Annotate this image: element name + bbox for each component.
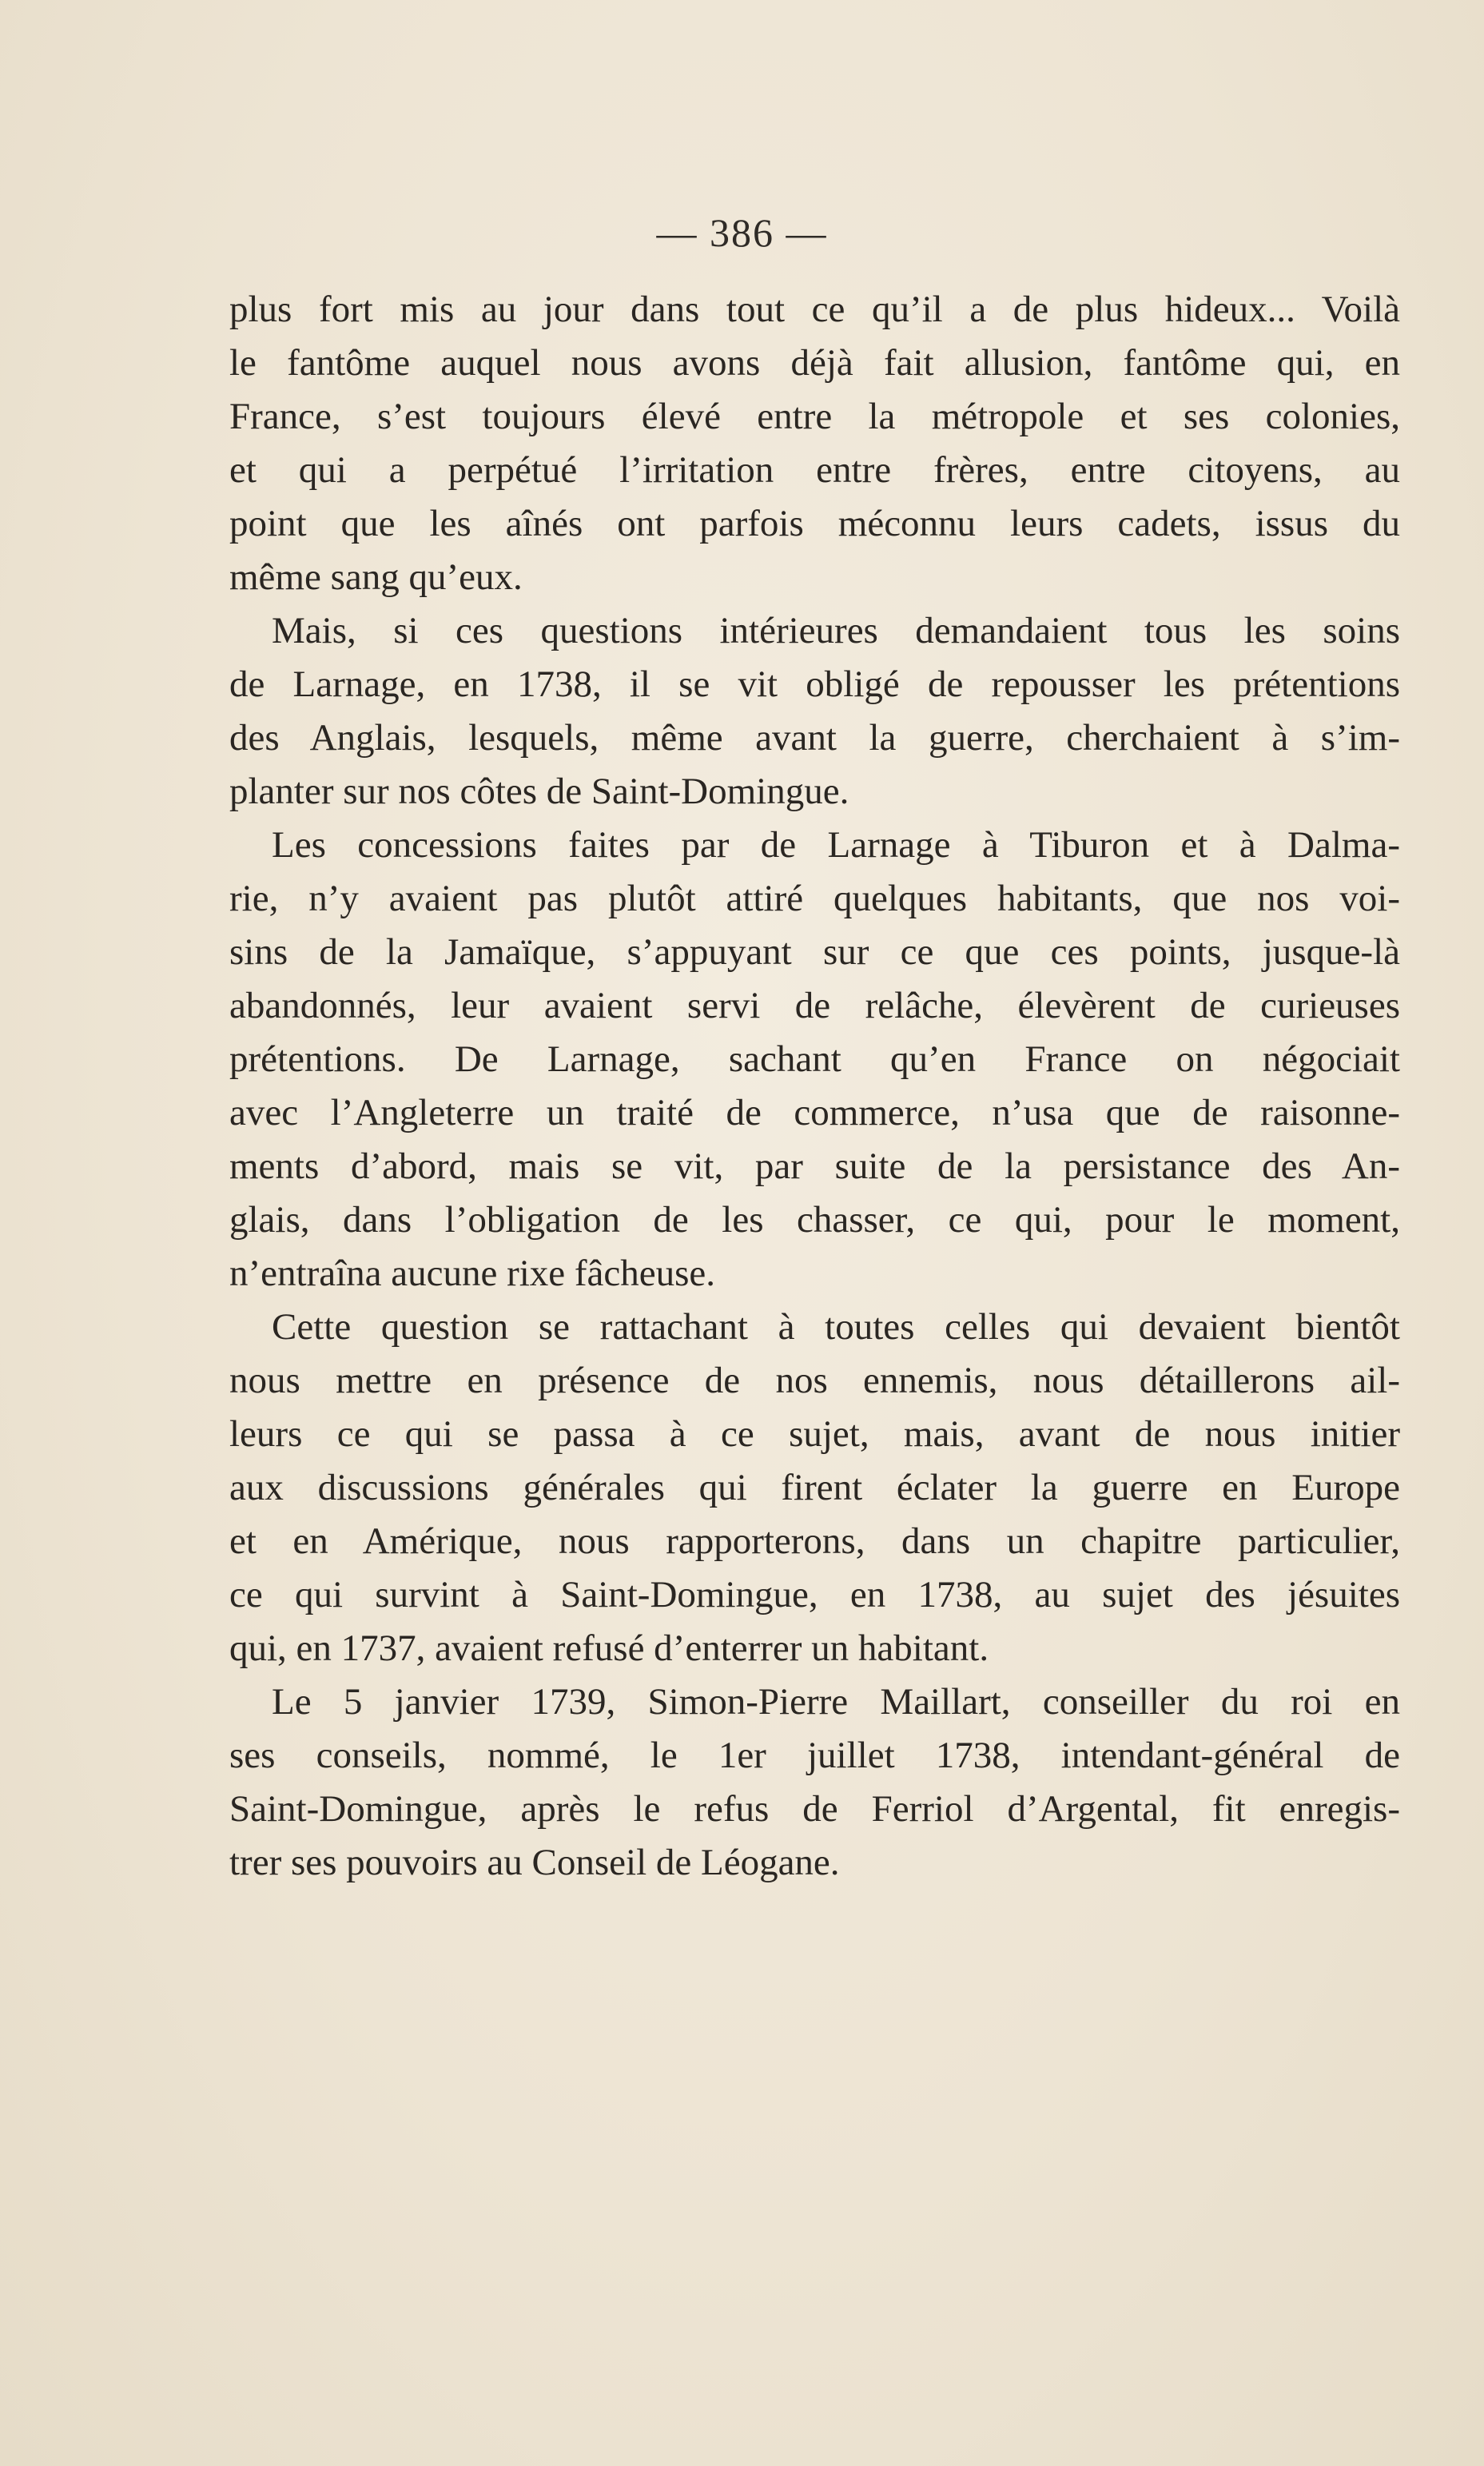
text-line: abandonnés, leur avaient servi de relâche, élevèrent de curieuses [229,985,1400,1026]
paragraph-first-line: Mais, si ces questions intérieures demandaient tous les soins [272,610,1400,651]
text-line: n’entraîna aucune rixe fâcheuse. [229,1253,716,1294]
paragraph-first-line: Les concessions faites par de Larnage à Tiburon et à Dalma- [272,824,1400,866]
text-line: des Anglais, lesquels, même avant la guerre, cherchaient à s’im- [229,717,1400,759]
text-line: ses conseils, nommé, le 1er juillet 1738, intendant-général de [229,1735,1400,1776]
text-line: France, s’est toujours élevé entre la métropole et ses colonies, [229,396,1400,437]
text-line: trer ses pouvoirs au Conseil de Léogane. [229,1842,840,1883]
text-line: même sang qu’eux. [229,556,523,598]
paragraph-first-line: Le 5 janvier 1739, Simon-Pierre Maillart, conseiller du roi en [272,1681,1400,1723]
text-line: rie, n’y avaient pas plutôt attiré quelques habitants, que nos voi- [229,878,1400,919]
text-line: ments d’abord, mais se vit, par suite de la persistance des An- [229,1145,1400,1187]
text-line: point que les aînés ont parfois méconnu leurs cadets, issus du [229,503,1400,544]
body-text [229,283,1400,1890]
text-line: avec l’Angleterre un traité de commerce, n’usa que de raisonne- [229,1092,1400,1133]
text-line: nous mettre en présence de nos ennemis, nous détaillerons ail- [229,1360,1400,1401]
text-line: ce qui survint à Saint-Domingue, en 1738, au sujet des jésuites [229,1574,1400,1615]
text-line: qui, en 1737, avaient refusé d’enterrer un habitant. [229,1627,989,1669]
text-line: plus fort mis au jour dans tout ce qu’il a de plus hideux... Voilà [229,289,1400,330]
page-number: — 386 — [656,210,828,255]
text-line: planter sur nos côtes de Saint-Domingue. [229,771,849,812]
text-line: et qui a perpétué l’irritation entre frères, entre citoyens, au [229,449,1400,491]
text-line: aux discussions générales qui firent éclater la guerre en Europe [229,1467,1400,1508]
text-line: de Larnage, en 1738, il se vit obligé de repousser les prétentions [229,663,1400,705]
text-line: prétentions. De Larnage, sachant qu’en France on négociait [229,1038,1400,1080]
text-line: et en Amérique, nous rapporterons, dans un chapitre particulier, [229,1520,1400,1562]
paragraph-first-line: Cette question se rattachant à toutes celles qui devaient bientôt [272,1306,1400,1348]
text-line: Saint-Domingue, après le refus de Ferriol d’Argental, fit enregis- [229,1788,1400,1830]
text-line: sins de la Jamaïque, s’appuyant sur ce que ces points, jusque-là [229,931,1400,973]
text-line: le fantôme auquel nous avons déjà fait allusion, fantôme qui, en [229,342,1400,384]
text-line: glais, dans l’obligation de les chasser, ce qui, pour le moment, [229,1199,1400,1241]
text-line: leurs ce qui se passa à ce sujet, mais, avant de nous initier [229,1413,1400,1455]
